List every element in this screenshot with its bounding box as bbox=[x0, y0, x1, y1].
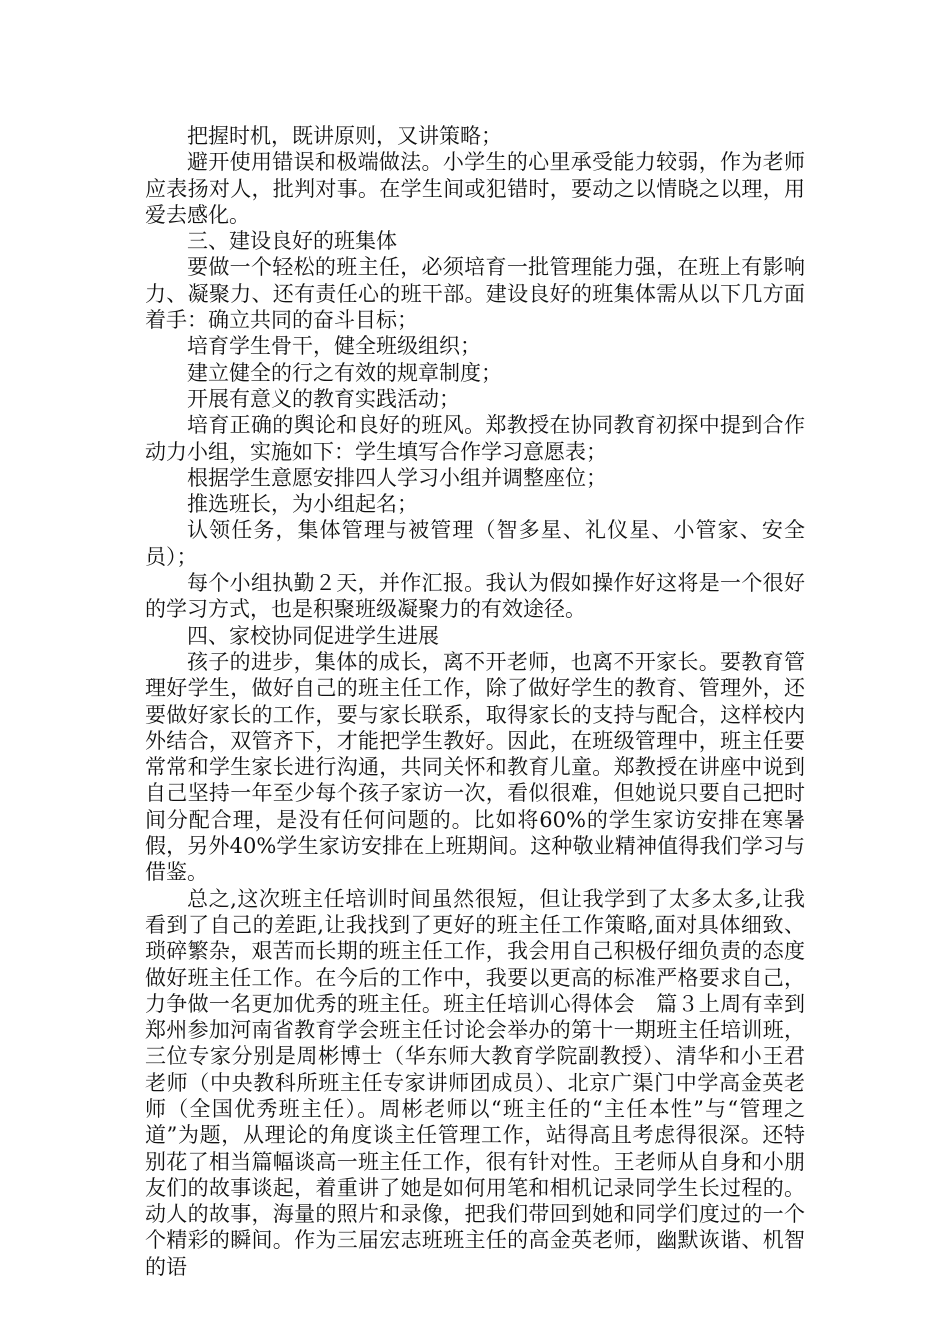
section-heading: 三、建设良好的班集体 bbox=[187, 229, 397, 254]
paragraph: 要做一个轻松的班主任，必须培育一批管理能力强，在班上有影响力、凝聚力、还有责任心的班干部。建设良好的班集体需从以下几方面着手：确立共同的奋斗目标； bbox=[145, 255, 805, 333]
paragraph: 推选班长，为小组起名； bbox=[187, 492, 418, 517]
paragraph: 培育正确的舆论和良好的班风。郑教授在协同教育初探中提到合作动力小组，实施如下：学生填写合作学习意愿表； bbox=[145, 413, 805, 464]
paragraph: 认领任务，集体管理与被管理（智多星、礼仪星、小管家、安全员）； bbox=[145, 518, 805, 569]
document-body bbox=[145, 123, 805, 1280]
paragraph: 把握时机，既讲原则，又讲策略； bbox=[187, 124, 502, 148]
paragraph: 孩子的进步，集体的成长，离不开老师，也离不开家长。要教育管理好学生，做好自己的班主任工作，除了做好学生的教育、管理外，还要做好家长的工作，要与家长联系，取得家长的支持与配合，这样校内外结合，双管齐下，才能把学生教好。因此，在班级管理中，班主任要常常和学生家长进行沟通，共同关怀和教育儿童。郑教授在讲座中说到自己坚持一年至少每个孩子家访一次，看似很难，但她说只要自己把时间分配合理，是没有任何问题的。比如将60%的学生家访安排在寒暑假，另外40%学生家访安排在上班期间。这种敬业精神值得我们学习与借鉴。 bbox=[145, 649, 805, 885]
paragraph: 避开使用错误和极端做法。小学生的心里承受能力较弱，作为老师应表扬对人，批判对事。在学生间或犯错时，要动之以情晓之以理，用爱去感化。 bbox=[145, 150, 805, 227]
paragraph: 培育学生骨干，健全班级组织； bbox=[187, 334, 481, 359]
paragraph: 根据学生意愿安排四人学习小组并调整座位； bbox=[187, 465, 607, 490]
paragraph: 每个小组执勤２天，并作汇报。我认为假如操作好这将是一个很好的学习方式，也是积聚班级凝聚力的有效途径。 bbox=[145, 571, 805, 622]
paragraph: 建立健全的行之有效的规章制度； bbox=[187, 360, 502, 385]
paragraph: 开展有意义的教育实践活动； bbox=[187, 386, 460, 411]
section-heading: 四、家校协同促进学生进展 bbox=[187, 623, 439, 648]
paragraph: 总之,这次班主任培训时间虽然很短，但让我学到了太多太多,让我看到了自己的差距,让我找到了更好的班主任工作策略,面对具体细致、琐碎繁杂，艰苦而长期的班主任工作，我会用自己积极仔细负责的态度做好班主任工作。在今后的工作中，我要以更高的标准严格要求自己，力争做一名更加优秀的班主任。班主任培训心得体会 篇３上周有幸到郑州参加河南省教育学会班主任讨论会举办的第十一期班主任培训班，三位专家分别是周彬博士（华东师大教育学院副教授）、清华和小王君老师（中央教科所班主任专家讲师团成员）、北京广渠门中学高金英老师（全国优秀班主任）。周彬老师以“班主任的“主任本性”与“管理之道”为题，从理论的角度谈主任管理工作，站得高且考虑得很深。还特别花了相当篇幅谈高一班主任工作，很有针对性。王老师从自身和小朋友们的故事谈起，着重讲了她是如何用笔和相机记录同学生长过程的。动人的故事，海量的照片和录像，把我们带回到她和同学们度过的一个个精彩的瞬间。作为三届宏志班班主任的高金英老师，幽默诙谐、机智的语 bbox=[145, 886, 805, 1279]
